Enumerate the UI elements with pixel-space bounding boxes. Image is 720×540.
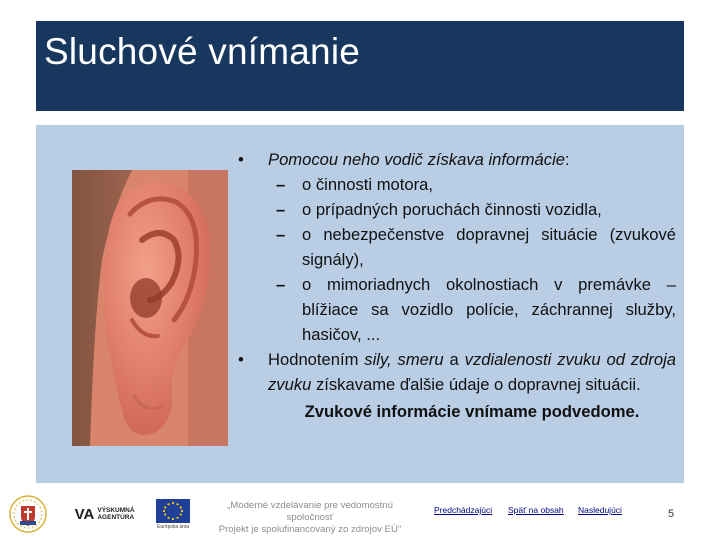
research-agency-logo — [66, 492, 146, 536]
ear-photo — [72, 170, 228, 446]
eu-flag-icon — [156, 499, 190, 523]
eu-logo — [154, 492, 192, 536]
dash-marker: – — [276, 200, 286, 219]
dash-marker: – — [276, 275, 286, 294]
dash-marker: – — [276, 225, 286, 244]
list-item — [232, 172, 676, 197]
bullet2-italic: sily, smeru — [364, 350, 444, 369]
bullet2-part: získavame ďalšie údaje o dopravnej situácii. — [311, 375, 641, 394]
next-link[interactable]: Nasledujúci — [578, 505, 622, 515]
agency-abbr: VA — [74, 505, 95, 523]
bullet2-part: a — [443, 350, 465, 369]
bullet-dot: • — [238, 350, 244, 369]
bullet-item — [232, 147, 676, 172]
agency-name: VÝSKUMNÁ AGENTÚRA — [97, 507, 135, 521]
project-text — [210, 500, 410, 536]
bullet1-colon: : — [565, 150, 570, 169]
previous-link[interactable]: Predchádzajúci — [434, 505, 493, 515]
bullet2-italic: vzdialenosti zvuku od zdroja zvuku — [268, 350, 676, 394]
eu-label: Európska únia — [157, 523, 189, 530]
university-crest-icon — [8, 494, 48, 534]
bullet-item — [232, 347, 676, 397]
list-item — [232, 222, 676, 272]
project-line: „Moderné vzdelávanie pre vedomostnú spoločnosť — [227, 500, 393, 523]
subitem-text: o nebezpečenstve dopravnej situácie (zvukové signály), — [302, 225, 676, 269]
subitem-text: o prípadných poruchách činnosti vozidla, — [302, 200, 602, 219]
title-bar — [36, 21, 684, 111]
subitem-text: o činnosti motora, — [302, 175, 433, 194]
list-item — [232, 197, 676, 222]
bullet1-text: Pomocou neho vodič získava informácie — [268, 150, 565, 169]
slide-body — [232, 147, 676, 424]
closing-statement: Zvukové informácie vnímame podvedome. — [304, 402, 640, 421]
ear-icon — [72, 170, 228, 446]
project-line: Projekt je spolufinancovaný zo zdrojov EÚ" — [218, 524, 402, 535]
bullet-dot: • — [238, 150, 244, 169]
university-crest-logo — [6, 492, 50, 536]
subitem-text: o mimoriadnych okolnostiach v premávke – blížiace sa vozidlo polície, záchrannej služby, hasičov, ... — [302, 275, 676, 344]
page-number: 5 — [668, 508, 675, 520]
footer-logos — [4, 492, 414, 536]
list-item — [232, 272, 676, 347]
bullet2-part: Hodnotením — [268, 350, 365, 369]
slide-title: Sluchové vnímanie — [44, 31, 361, 72]
back-to-contents-link[interactable]: Späť na obsah — [508, 505, 564, 515]
dash-marker: – — [276, 175, 286, 194]
